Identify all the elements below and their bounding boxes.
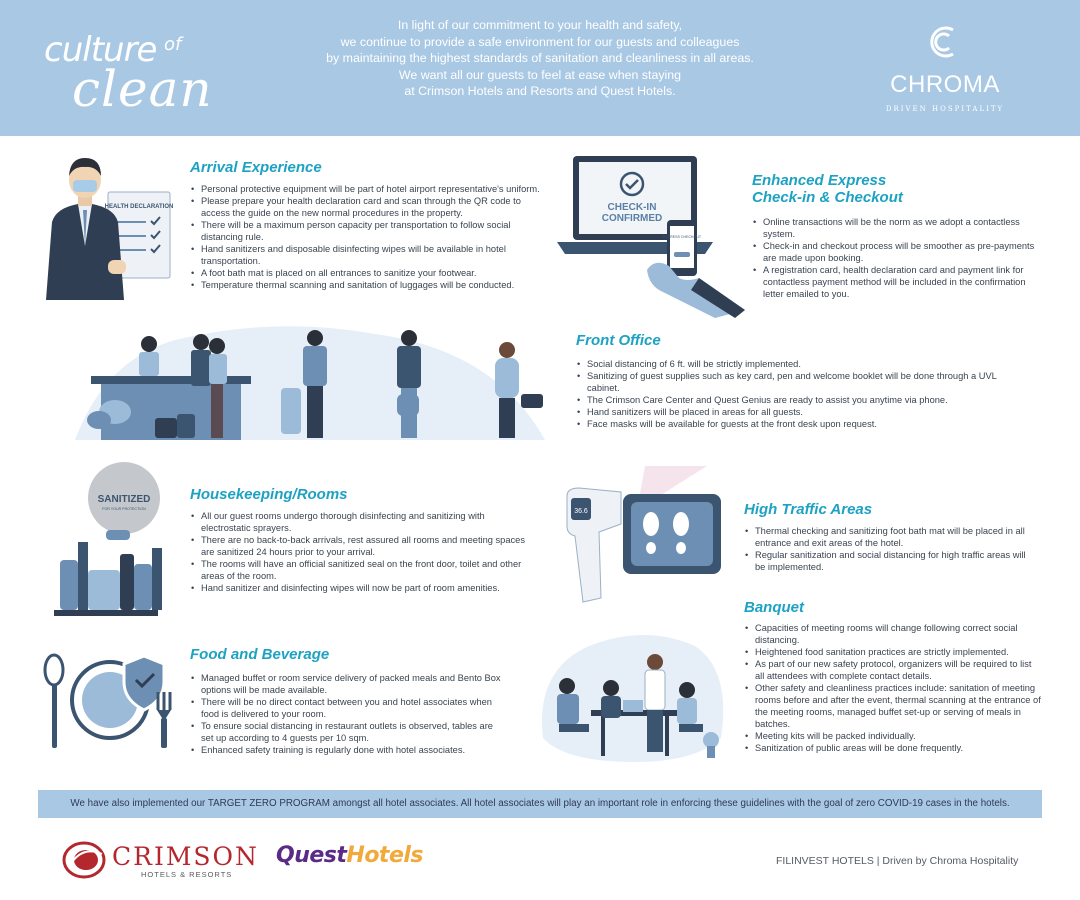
intro-text <box>290 17 790 100</box>
list-item: • Sanitization of public areas will be done frequently. <box>744 742 1042 754</box>
sanitized-seal-label: SANITIZED <box>97 494 151 505</box>
filinvest-credit: FILINVEST HOTELS | Driven by Chroma Hospitality <box>776 855 1019 867</box>
checkin-laptop-illustration <box>555 150 750 318</box>
logo-word-of: of <box>164 34 182 55</box>
hotels-word: Hotels <box>346 843 424 868</box>
chroma-c-icon <box>927 22 963 62</box>
culture-of-clean-logo <box>44 30 244 118</box>
list-item: • As part of our new safety protocol, organizers will be required to list all attendees with complete contact details. <box>744 658 1042 682</box>
health-declaration-label: HEALTH DECLARATION <box>104 204 174 210</box>
list-item: • Face masks will be available for guests at the front desk upon request. <box>576 418 1016 430</box>
list-item: • Managed buffet or room service delivery of packed meals and Bento Box options will be made available. <box>190 672 505 696</box>
front-office-illustration <box>75 320 545 445</box>
quest-hotels-logo <box>276 843 423 868</box>
express-title-line2: Check-in & Checkout <box>752 189 903 206</box>
list-item: • Heightened food sanitation practices are strictly implemented. <box>744 646 1042 658</box>
list-item: • The rooms will have an official sanitized seal on the front door, toilet and other areas of the room. <box>190 558 535 582</box>
housekeeping-bullets <box>190 510 535 594</box>
front-office-title: Front Office <box>576 332 661 349</box>
intro-line: at Crimson Hotels and Resorts and Quest Hotels. <box>404 84 676 99</box>
list-item: • Regular sanitization and social distancing for high traffic areas will be implemented. <box>744 549 1034 573</box>
list-item: • Enhanced safety training is regularly done with hotel associates. <box>190 744 505 756</box>
list-item: • Hand sanitizers will be placed in areas for all guests. <box>576 406 1016 418</box>
housekeeping-illustration <box>48 460 173 618</box>
list-item: • There will be no direct contact between you and hotel associates when food is delivered to your room. <box>190 696 505 720</box>
food-title: Food and Beverage <box>190 646 330 663</box>
list-item: • Social distancing of 6 ft. will be strictly implemented. <box>576 358 1016 370</box>
list-item: • Online transactions will be the norm as we adopt a contactless system. <box>752 216 1042 240</box>
banquet-bullets <box>744 622 1042 754</box>
list-item: • Other safety and cleanliness practices include: sanitation of meeting rooms before and after the event, thermal scanning at the entrance of the meeting rooms, managed buffet set-up or serving of meals in batches. <box>744 682 1042 730</box>
banquet-meeting-illustration <box>535 630 730 766</box>
arrival-staff-illustration <box>38 150 178 306</box>
list-item: • Meeting kits will be packed individually. <box>744 730 1042 742</box>
crimson-subtitle: HOTELS & RESORTS <box>141 870 233 879</box>
list-item: • There are no back-to-back arrivals, rest assured all rooms and meeting spaces are sanitized 24 hours prior to your arrival. <box>190 534 535 558</box>
crimson-logo <box>62 838 262 882</box>
list-item: • A registration card, health declaration card and payment link for contactless payment method will be included in the confirmation letter emailed to you. <box>752 264 1042 300</box>
intro-line: we continue to provide a safe environment for our guests and colleagues <box>340 34 740 49</box>
quest-word: Quest <box>276 843 347 868</box>
checkin-line2-label: CONFIRMED <box>601 213 663 224</box>
chroma-name: CHROMA <box>890 71 1000 98</box>
express-checkout-label: EXPRESS CHECKOUT <box>662 235 702 239</box>
intro-line: We want all our guests to feel at ease when staying <box>398 67 682 82</box>
list-item: • There will be a maximum person capacity per transportation to follow social distancing rule. <box>190 219 540 243</box>
list-item: • A foot bath mat is placed on all entrances to sanitize your footwear. <box>190 267 540 279</box>
list-item: • Sanitizing of guest supplies such as key card, pen and welcome booklet will be done through a UVL cabinet. <box>576 370 1016 394</box>
list-item: • The Crimson Care Center and Quest Genius are ready to assist you anytime via phone. <box>576 394 1016 406</box>
list-item: • Hand sanitizer and disinfecting wipes will now be part of room amenities. <box>190 582 535 594</box>
list-item: • Personal protective equipment will be part of hotel airport representative's uniform. <box>190 183 540 195</box>
food-plate-illustration <box>40 648 180 752</box>
list-item: • All our guest rooms undergo thorough disinfecting and sanitizing with electrostatic sprayers. <box>190 510 535 534</box>
intro-line: In light of our commitment to your health and safety, <box>397 18 683 32</box>
high-traffic-bullets <box>744 525 1034 573</box>
list-item: • Check-in and checkout process will be smoother as pre-payments are made upon booking. <box>752 240 1042 264</box>
checkin-line1-label: CHECK-IN <box>607 202 657 213</box>
thermometer-reading-label: 36.6 <box>574 508 588 515</box>
arrival-title: Arrival Experience <box>190 159 322 176</box>
chroma-logo <box>880 22 1010 113</box>
banquet-title: Banquet <box>744 599 804 616</box>
sanitized-seal-sublabel: FOR YOUR PROTECTION <box>102 507 146 511</box>
express-title <box>752 172 903 206</box>
chroma-tagline: DRIVEN HOSPITALITY <box>885 105 1005 113</box>
intro-line: by maintaining the highest standards of sanitation and cleanliness in all areas. <box>326 51 754 66</box>
housekeeping-title: Housekeeping/Rooms <box>190 486 348 503</box>
food-bullets <box>190 672 505 756</box>
list-item: • Capacities of meeting rooms will change following correct social distancing. <box>744 622 1042 646</box>
list-item: • To ensure social distancing in restaurant outlets is observed, tables are set up according to 4 guests per 10 sqm. <box>190 720 505 744</box>
header-banner <box>0 0 1080 136</box>
list-item: • Temperature thermal scanning and sanitation of luggages will be conducted. <box>190 279 540 291</box>
crimson-swirl-icon <box>62 840 108 880</box>
crimson-name: CRIMSON <box>112 842 259 871</box>
target-zero-banner: We have also implemented our TARGET ZERO PROGRAM amongst all hotel associates. All hotel associates will play an important role in enforcing these guidelines with the goal of zero COVID-19 cases in the hotels. <box>38 790 1042 818</box>
thermal-footbath-illustration <box>565 466 725 606</box>
express-title-line1: Enhanced Express <box>752 172 887 189</box>
logo-word-clean: clean <box>72 60 213 118</box>
high-traffic-title: High Traffic Areas <box>744 501 873 518</box>
list-item: • Thermal checking and sanitizing foot bath mat will be placed in all entrance and exit areas of the hotel. <box>744 525 1034 549</box>
list-item: • Please prepare your health declaration card and scan through the QR code to access the guide on the new normal procedures in the property. <box>190 195 540 219</box>
logo-word-culture: culture <box>44 30 157 70</box>
express-bullets <box>752 216 1042 300</box>
list-item: • Hand sanitizers and disposable disinfecting wipes will be available in hotel transportation. <box>190 243 540 267</box>
front-office-bullets <box>576 358 1016 430</box>
arrival-bullets <box>190 183 540 291</box>
